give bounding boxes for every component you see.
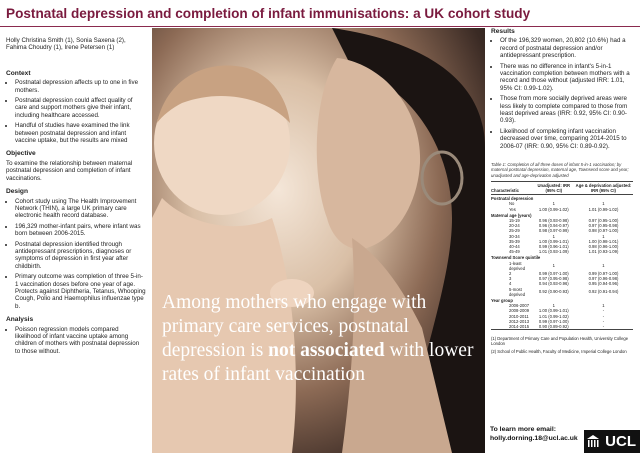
- list-item: • Handful of studies have examined the link between postnatal depression and infant vaccine uptake, but the results are mixed: [15, 122, 146, 144]
- unadjusted-irr: 1: [552, 233, 555, 239]
- table-row-label: 20-24: [509, 223, 520, 229]
- table-row-label: 2006-2007: [509, 303, 530, 309]
- unadjusted-irr: 1.01 (0.99-1.02): [538, 313, 569, 319]
- mother-baby-photo: [152, 28, 485, 453]
- unadjusted-irr: 0.99 (0.97-1.00): [538, 270, 569, 276]
- table-row-label: 2010-2011: [509, 313, 529, 319]
- list-item: • Primary outcome was completion of three 5-in-1 vaccination doses before one year of age. Protects against Diphtheria, Tetanus, Whooping Cough, Polio and Haemophilus influenzae type b.: [15, 273, 146, 310]
- affiliations: [491, 336, 637, 354]
- unadjusted-irr: 1.00 (0.99-1.01): [538, 238, 569, 244]
- adjusted-irr: 1: [602, 201, 605, 207]
- objective-heading: Objective: [6, 150, 36, 158]
- table-row: [491, 207, 633, 212]
- adjusted-irr: 1: [602, 233, 605, 239]
- photo-silhouettes: [152, 28, 485, 453]
- analysis-list: [6, 326, 146, 356]
- list-item: • Likelihood of completing infant vaccination decreased over time, comparing 2014-2015 to 2006-07 (IRR: 0.90, 95% CI: 0.89-0.92).: [500, 128, 637, 150]
- authors: Holly Christina Smith (1), Sonia Saxena (2), Fahima Choudry (1), Irene Petersen (1): [6, 37, 126, 52]
- adjusted-irr: 1: [602, 263, 605, 269]
- adjusted-irr: 0.99 (0.97-1.00): [588, 270, 619, 276]
- contact: [490, 425, 578, 443]
- adjusted-irr: 0.97 (0.95-0.98): [588, 223, 619, 229]
- design-list: [6, 198, 146, 311]
- key-message: [162, 291, 482, 387]
- list-item: • Postnatal depression identified through antidepressant prescriptions, diagnoses or symptoms of depression in first year after childbirth.: [15, 241, 146, 271]
- adjusted-irr: 0.92 (0.91-0.94): [588, 289, 619, 295]
- list-item: • Poisson regression models compared likelihood of infant vaccine uptake among children of mothers with postnatal depression to those without.: [15, 326, 146, 356]
- key-message-part1: Among mothers who engage with primary care services, postnatal depression is: [162, 292, 427, 361]
- adjusted-irr: 0.97 (0.95-1.00): [588, 217, 619, 223]
- unadjusted-irr: 0.90 (0.89-0.92): [534, 324, 574, 330]
- list-item: • There was no difference in infant's 5-in-1 vaccination completion between mothers with a record and those without (adjusted IRR: 1.01, 95% CI: 0.99-1.02).: [500, 63, 637, 93]
- table-row: [491, 287, 633, 297]
- adjusted-irr: 1.01 (0.99-1.02): [588, 206, 619, 212]
- table-row-label: 15-19: [509, 217, 520, 223]
- list-item: • Postnatal depression affects up to one in five mothers.: [15, 79, 146, 94]
- list-item: • Cohort study using The Health Improvement Network (THIN), a large UK primary care electronic health record database.: [15, 198, 146, 220]
- results-heading: Results: [491, 28, 515, 35]
- table-row-label: 5-most deprived: [509, 286, 526, 297]
- unadjusted-irr: 1: [552, 201, 555, 207]
- table-header: Age & deprivation adjusted: IRR (95% CI): [575, 182, 632, 193]
- adjusted-irr: -: [602, 318, 605, 324]
- adjusted-irr: 1.01 (0.93-1.09): [588, 249, 619, 255]
- unadjusted-irr: 1: [552, 303, 555, 309]
- table-body: [491, 195, 633, 330]
- poster-title: Postnatal depression and completion of infant immunisations: a UK cohort study: [6, 6, 531, 21]
- table-row-label: 45-49: [509, 249, 520, 255]
- adjusted-irr: -: [602, 308, 605, 314]
- unadjusted-irr: 0.94 (0.93-0.96): [538, 281, 569, 287]
- table-header: Unadjusted: IRR (95% CI): [534, 181, 574, 194]
- key-message-emphasis: not associated: [268, 340, 385, 361]
- table-row-label: 2: [509, 270, 512, 276]
- table-row: [491, 249, 633, 254]
- table-row-label: 40-44: [509, 243, 520, 249]
- list-item: • Those from more socially deprived areas were less likely to complete compared to those from least deprived areas (IRR: 0.92, 95% CI: 0.90-0.93).: [500, 95, 637, 125]
- adjusted-irr: -: [574, 324, 633, 330]
- table-row-label: 3: [509, 276, 512, 282]
- table-group-label: Townsend Score quintile: [491, 255, 541, 261]
- table-row-label: No: [509, 201, 515, 207]
- context-heading: Context: [6, 69, 31, 77]
- table-row-label: 25-29: [509, 228, 520, 234]
- adjusted-irr: 0.98 (0.97-1.00): [588, 228, 619, 234]
- results-list: [491, 37, 637, 150]
- unadjusted-irr: 0.99 (0.97-1.00): [538, 318, 569, 324]
- ucl-logo: [584, 430, 640, 453]
- table-row: [491, 261, 633, 271]
- unadjusted-irr: 1: [552, 263, 555, 269]
- unadjusted-irr: 1.00 (0.99-1.01): [538, 308, 569, 314]
- key-message-part2: with lower rates of infant vaccination: [162, 340, 474, 385]
- table-group-label: Maternal age (years): [491, 212, 532, 218]
- unadjusted-irr: 1.01 (0.93-1.09): [538, 249, 569, 255]
- contact-label: To learn more email:: [490, 426, 556, 433]
- affiliation: (1) Department of Primary Care and Population Health, University College London: [491, 336, 629, 347]
- logo-text: UCL: [605, 433, 636, 450]
- table-row-label: 2008-2009: [509, 308, 530, 314]
- adjusted-irr: 0.97 (0.96-0.98): [588, 276, 619, 282]
- table-group-label: Year group: [491, 297, 513, 303]
- unadjusted-irr: 0.99 (0.96-1.01): [538, 243, 569, 249]
- unadjusted-irr: 0.97 (0.95-0.98): [538, 276, 569, 282]
- table-row-label: 30-34: [509, 233, 520, 239]
- table-row-label: 1-least deprived: [509, 260, 526, 271]
- unadjusted-irr: 0.96 (0.93-0.98): [538, 217, 569, 223]
- list-item: • Postnatal depression could affect quality of care and support mothers give their infant, including healthcare accessed.: [15, 97, 146, 119]
- unadjusted-irr: 0.96 (0.94-0.97): [538, 223, 569, 229]
- adjusted-irr: 0.98 (0.96-1.00): [588, 243, 619, 249]
- portico-icon: [587, 435, 599, 448]
- unadjusted-irr: 0.92 (0.90-0.93): [538, 289, 569, 295]
- table-row-label: 35-39: [509, 238, 520, 244]
- adjusted-irr: 1.00 (0.98-1.01): [588, 238, 619, 244]
- adjusted-irr: 0.95 (0.94-0.96): [588, 281, 619, 287]
- design-heading: Design: [6, 188, 28, 196]
- context-list: [6, 79, 146, 144]
- objective-text: To examine the relationship between maternal postnatal depression and completion of infant vaccinations.: [6, 159, 133, 182]
- table-group-row: [491, 195, 633, 202]
- table-row-label: 2012-2013: [509, 318, 530, 324]
- adjusted-irr: -: [602, 313, 605, 319]
- contact-email[interactable]: holly.dorning.18@ucl.ac.uk: [490, 435, 578, 442]
- table-row-label: 2014-2015: [491, 324, 534, 330]
- affiliation: (2) School of Public Health, Faculty of Medicine, Imperial College London: [491, 348, 627, 354]
- table-group-label: Postnatal depression: [491, 196, 534, 202]
- adjusted-irr: 1: [602, 303, 605, 309]
- analysis-heading: Analysis: [6, 316, 34, 324]
- right-column: [491, 28, 637, 356]
- unadjusted-irr: 0.98 (0.97-0.99): [538, 228, 569, 234]
- results-table: [491, 181, 633, 330]
- list-item: • 196,329 mother-infant pairs, where infant was born between 2006-2015.: [15, 223, 146, 238]
- table-row-label: Yes: [509, 206, 516, 212]
- table-caption: Table 1: Completion of all three doses of infant 5-in-1 vaccination; by maternal postnatal depression, maternal age, Townsend score and year; unadjusted and age-deprivation adjusted: [491, 162, 629, 178]
- table-header-row: [491, 181, 633, 194]
- list-item: • Of the 196,329 women, 20,802 (10.6%) had a record of postnatal depression and/or antidepressant prescription.: [500, 37, 637, 59]
- left-column: [6, 37, 146, 358]
- unadjusted-irr: 1.00 (0.99-1.02): [538, 206, 569, 212]
- table-row-label: 4: [509, 281, 512, 287]
- title-divider: [0, 26, 640, 27]
- table-row: [491, 228, 633, 233]
- table-row: [491, 324, 633, 330]
- table-header: Characteristic: [491, 181, 534, 194]
